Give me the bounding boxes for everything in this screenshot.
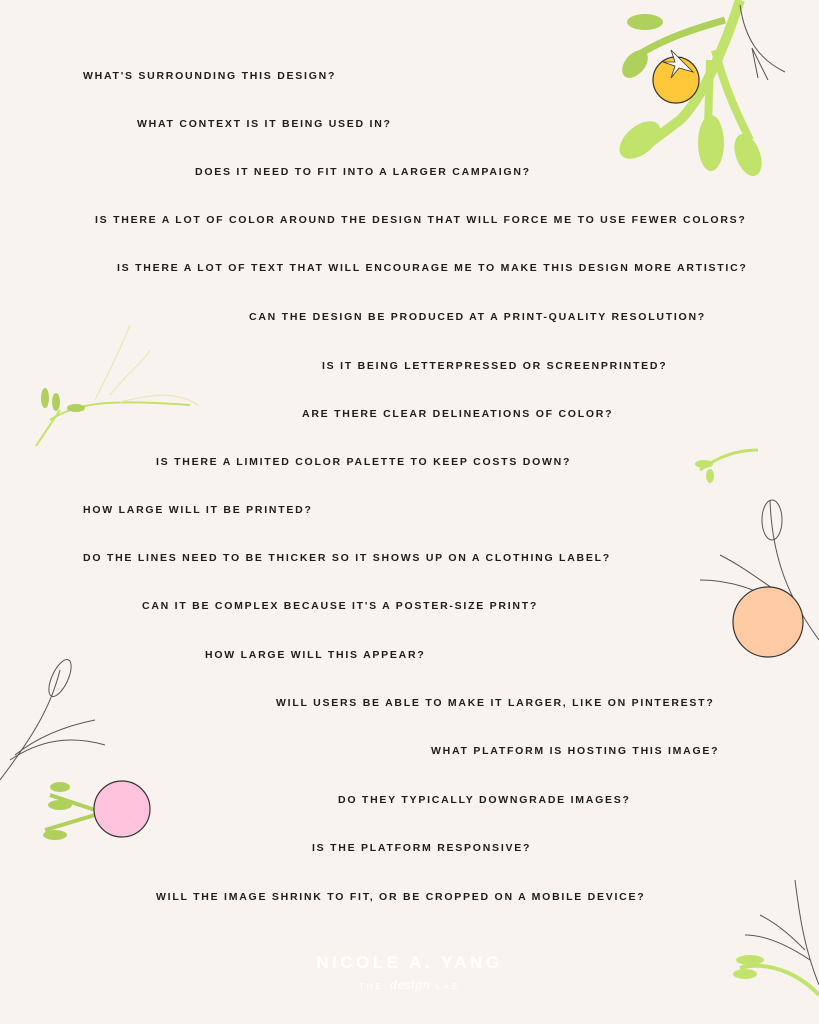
pink-fruit-branch-icon bbox=[0, 656, 150, 840]
question: DOES IT NEED TO FIT INTO A LARGER CAMPAIGN? bbox=[195, 166, 531, 178]
question: IS IT BEING LETTERPRESSED OR SCREENPRINTED? bbox=[322, 360, 668, 372]
question: WILL THE IMAGE SHRINK TO FIT, OR BE CROPPED ON A MOBILE DEVICE? bbox=[156, 891, 646, 903]
left-sprig-icon bbox=[36, 325, 198, 446]
question: HOW LARGE WILL THIS APPEAR? bbox=[205, 649, 426, 661]
question: IS THERE A LOT OF TEXT THAT WILL ENCOURAGE ME TO MAKE THIS DESIGN MORE ARTISTIC? bbox=[117, 262, 748, 274]
question: HOW LARGE WILL IT BE PRINTED? bbox=[83, 504, 313, 516]
question: CAN THE DESIGN BE PRODUCED AT A PRINT-QUALITY RESOLUTION? bbox=[249, 311, 706, 323]
question: IS THE PLATFORM RESPONSIVE? bbox=[312, 842, 532, 854]
logo-sub-right: LAB bbox=[436, 982, 461, 991]
logo-name: NICOLE A. YANG bbox=[316, 953, 503, 972]
logo-script: design bbox=[389, 978, 431, 992]
right-sprig-icon bbox=[695, 450, 758, 483]
top-right-branch-icon bbox=[613, 0, 785, 180]
question: IS THERE A LOT OF COLOR AROUND THE DESIGN THAT WILL FORCE ME TO USE FEWER COLORS? bbox=[95, 214, 747, 226]
logo-sub-left: THE bbox=[358, 982, 384, 991]
question: IS THERE A LIMITED COLOR PALETTE TO KEEP COSTS DOWN? bbox=[156, 456, 572, 468]
question: CAN IT BE COMPLEX BECAUSE IT'S A POSTER-SIZE PRINT? bbox=[142, 600, 539, 612]
question: WHAT CONTEXT IS IT BEING USED IN? bbox=[137, 118, 392, 130]
question: WILL USERS BE ABLE TO MAKE IT LARGER, LIKE ON PINTEREST? bbox=[276, 697, 715, 709]
question: DO THEY TYPICALLY DOWNGRADE IMAGES? bbox=[338, 794, 631, 806]
question: ARE THERE CLEAR DELINEATIONS OF COLOR? bbox=[302, 408, 614, 420]
question: WHAT PLATFORM IS HOSTING THIS IMAGE? bbox=[431, 745, 720, 757]
question: DO THE LINES NEED TO BE THICKER SO IT SHOWS UP ON A CLOTHING LABEL? bbox=[83, 552, 611, 564]
logo-subtitle bbox=[0, 978, 819, 992]
question: WHAT'S SURROUNDING THIS DESIGN? bbox=[83, 70, 337, 82]
peach-branch-icon bbox=[700, 500, 819, 657]
